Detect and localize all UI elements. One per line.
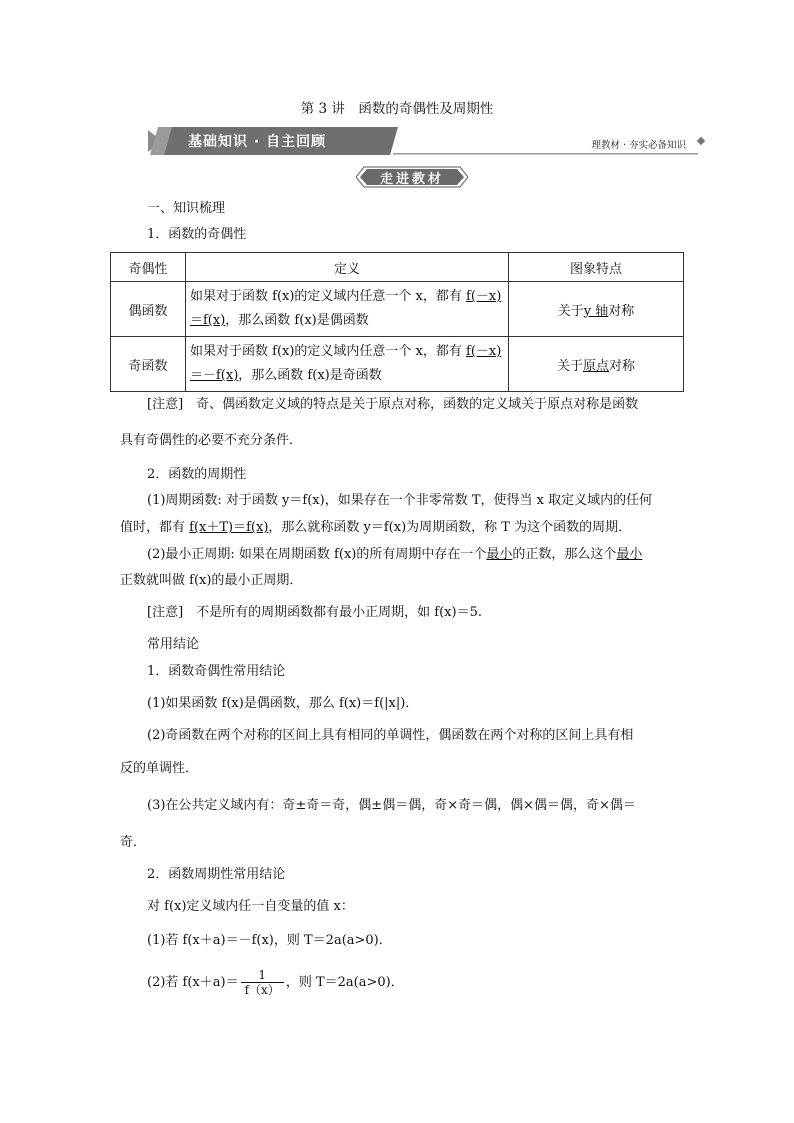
paragraph: 对 f(x)定义域内任一自变量的值 x：: [147, 899, 354, 914]
paragraph: 奇．: [120, 835, 147, 850]
note-paragraph: [注意] 奇、偶函数定义域的特点是关于原点对称，函数的定义域关于原点对称是函数: [147, 397, 639, 412]
paragraph: (1)如果函数 f(x)是偶函数，那么 f(x)＝f(|x|)．: [147, 696, 419, 711]
section-heading: 常用结论: [147, 637, 200, 652]
paragraph: 正数就叫做 f(x)的最小正周期．: [120, 573, 303, 588]
badge: [356, 166, 468, 188]
even-definition-cell: 如果对于函数 f(x)的定义域内任意一个 x，都有 f(－x)＝f(x)，那么函数 f(x)是偶函数: [186, 282, 509, 337]
note-paragraph: 具有奇偶性的必要不充分条件．: [120, 433, 303, 448]
paragraph: (2)若 f(x＋a)＝ $\frac{1}{f(x)}$ ，则 T＝2a(a>0)．: [147, 968, 404, 997]
note-paragraph: [注意] 不是所有的周期函数都有最小正周期，如 f(x)＝5.: [147, 605, 482, 620]
banner-subtitle: 理教材 · 夯实必备知识: [591, 140, 686, 151]
paragraph: (1)若 f(x＋a)＝－f(x)，则 T＝2a(a>0)．: [147, 933, 392, 948]
subsection-heading: 2．函数的周期性: [147, 467, 247, 482]
section-banner: [148, 124, 708, 158]
table-header: 图象特点: [509, 253, 684, 282]
subsection-heading: 1．函数的奇偶性: [147, 227, 247, 242]
even-feature-cell: 关于y 轴对称: [509, 282, 684, 337]
subsection-heading: 2．函数周期性常用结论: [147, 867, 286, 882]
parity-table: [110, 252, 684, 392]
fraction: $\frac{1}{f(x)}$: [241, 968, 284, 997]
badge-label: 走进教材: [379, 172, 444, 187]
subsection-heading: 1．函数奇偶性常用结论: [147, 664, 286, 679]
table-row: [111, 282, 684, 337]
even-name-cell: 偶函数: [111, 282, 186, 337]
banner-title: 基础知识 · 自主回顾: [188, 134, 327, 150]
paragraph: 值时，都有 f(x＋T)＝f(x)，那么就称函数 y＝f(x)为周期函数，称 T 为这个函数的周期．: [120, 520, 632, 535]
paragraph: (2)奇函数在两个对称的区间上具有相同的单调性，偶函数在两个对称的区间上具有相: [147, 728, 634, 743]
odd-feature-cell: 关于原点对称: [509, 337, 684, 392]
odd-definition-cell: 如果对于函数 f(x)的定义域内任意一个 x，都有 f(－x)＝－f(x)，那么函数 f(x)是奇函数: [186, 337, 509, 392]
table-row: [111, 337, 684, 392]
table-header-row: [111, 253, 684, 282]
paragraph: (3)在公共定义域内有：奇±奇＝奇，偶±偶＝偶，奇×奇＝偶，偶×偶＝偶，奇×偶＝: [147, 798, 636, 813]
paragraph: 反的单调性．: [120, 761, 199, 776]
table-header: 奇偶性: [111, 253, 186, 282]
odd-name-cell: 奇函数: [111, 337, 186, 392]
page-title: 第 3 讲 函数的奇偶性及周期性: [300, 101, 494, 117]
paragraph: (2)最小正周期: 如果在周期函数 f(x)的所有周期中存在一个最小的正数，那么这个最小: [147, 547, 643, 562]
table-header: 定义: [186, 253, 509, 282]
paragraph: (1)周期函数: 对于函数 y＝f(x)，如果存在一个非零常数 T，使得当 x 取定义域内的任何: [147, 493, 653, 508]
section-heading: 一、知识梳理: [147, 201, 226, 216]
